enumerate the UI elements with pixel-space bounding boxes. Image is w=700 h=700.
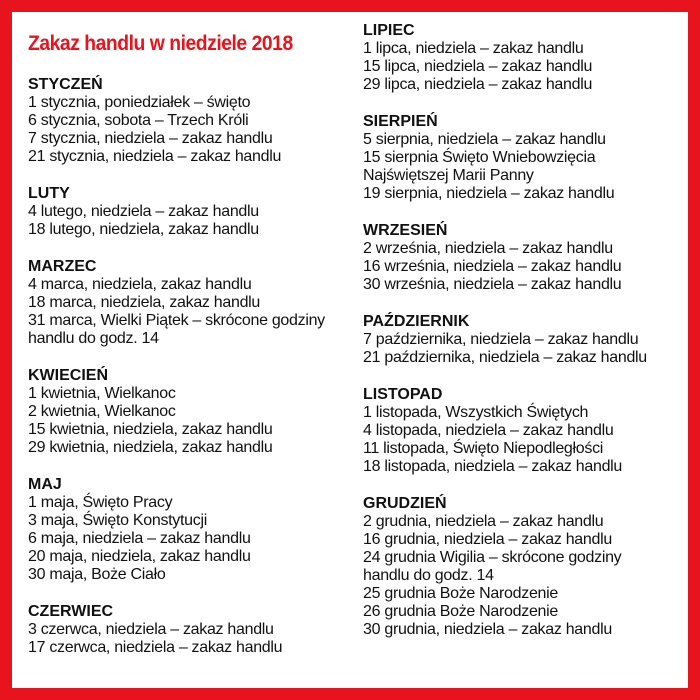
date-entry: 2 września, niedziela – zakaz handlu bbox=[363, 240, 613, 257]
date-entry: 11 listopada, Święto Niepodległości bbox=[363, 440, 604, 457]
month-block bbox=[28, 367, 368, 457]
date-entry: 4 lutego, niedziela – zakaz handlu bbox=[28, 203, 259, 220]
month-block bbox=[363, 113, 700, 203]
date-entry: handlu do godz. 14 bbox=[363, 567, 494, 584]
date-entry: 3 maja, Święto Konstytucji bbox=[28, 512, 207, 529]
date-entry: 30 maja, Boże Ciało bbox=[28, 566, 166, 583]
month-name: LUTY bbox=[28, 185, 70, 202]
month-name: MAJ bbox=[28, 476, 62, 493]
date-entry: 3 czerwca, niedziela – zakaz handlu bbox=[28, 621, 274, 638]
date-entry: 15 kwietnia, niedziela, zakaz handlu bbox=[28, 421, 273, 438]
date-entry: 1 maja, Święto Pracy bbox=[28, 494, 173, 511]
date-entry: 2 kwietnia, Wielkanoc bbox=[28, 403, 176, 420]
month-name: LISTOPAD bbox=[363, 386, 443, 403]
date-entry: 16 września, niedziela – zakaz handlu bbox=[363, 258, 622, 275]
date-entry: 17 czerwca, niedziela – zakaz handlu bbox=[28, 639, 283, 656]
date-entry: 21 października, niedziela – zakaz handlu bbox=[363, 349, 647, 366]
date-entry: 30 grudnia, niedziela – zakaz handlu bbox=[363, 621, 612, 638]
month-name: CZERWIEC bbox=[28, 603, 114, 620]
date-entry: 26 grudnia Boże Narodzenie bbox=[363, 603, 559, 620]
date-entry: 31 marca, Wielki Piątek – skrócone godziny bbox=[28, 312, 325, 329]
date-entry: 1 lipca, niedziela – zakaz handlu bbox=[363, 40, 584, 57]
month-block bbox=[363, 22, 700, 94]
date-entry: 19 sierpnia, niedziela – zakaz handlu bbox=[363, 185, 615, 202]
month-block bbox=[28, 258, 368, 348]
date-entry: 29 kwietnia, niedziela, zakaz handlu bbox=[28, 439, 273, 456]
date-entry: 24 grudnia Wigilia – skrócone godziny bbox=[363, 549, 622, 566]
date-entry: 1 kwietnia, Wielkanoc bbox=[28, 385, 176, 402]
date-entry: 5 sierpnia, niedziela – zakaz handlu bbox=[363, 131, 606, 148]
date-entry: 7 października, niedziela – zakaz handlu bbox=[363, 331, 639, 348]
month-block bbox=[28, 603, 368, 657]
month-name: WRZESIEŃ bbox=[363, 222, 448, 239]
month-block bbox=[363, 386, 700, 476]
page-title: Zakaz handlu w niedziele 2018 bbox=[28, 32, 293, 55]
month-block bbox=[363, 495, 700, 639]
right-months-list bbox=[363, 22, 700, 639]
date-entry: 25 grudnia Boże Narodzenie bbox=[363, 585, 559, 602]
month-block bbox=[363, 222, 700, 294]
month-name: KWIECIEŃ bbox=[28, 367, 108, 384]
date-entry: 18 marca, niedziela, zakaz handlu bbox=[28, 294, 261, 311]
date-entry: 18 listopada, niedziela – zakaz handlu bbox=[363, 458, 623, 475]
date-entry: 15 lipca, niedziela – zakaz handlu bbox=[363, 58, 593, 75]
month-name: STYCZEŃ bbox=[28, 76, 103, 93]
date-entry: 21 stycznia, niedziela – zakaz handlu bbox=[28, 148, 282, 165]
date-entry: 16 grudnia, niedziela – zakaz handlu bbox=[363, 531, 612, 548]
date-entry: 2 grudnia, niedziela – zakaz handlu bbox=[363, 513, 604, 530]
month-block bbox=[28, 185, 368, 239]
date-entry: 1 stycznia, poniedziałek – święto bbox=[28, 94, 251, 111]
date-entry: 20 maja, niedziela, zakaz handlu bbox=[28, 548, 251, 565]
date-entry: 4 marca, niedziela, zakaz handlu bbox=[28, 276, 252, 293]
month-block bbox=[28, 476, 368, 584]
date-entry: handlu do godz. 14 bbox=[28, 330, 159, 347]
left-months-list bbox=[28, 76, 368, 657]
date-entry: 18 lutego, niedziela, zakaz handlu bbox=[28, 221, 259, 238]
date-entry: 4 listopada, niedziela – zakaz handlu bbox=[363, 422, 614, 439]
date-entry: 15 sierpnia Święto Wniebowzięcia bbox=[363, 149, 596, 166]
month-name: SIERPIEŃ bbox=[363, 113, 438, 130]
date-entry: 6 maja, niedziela – zakaz handlu bbox=[28, 530, 251, 547]
month-name: LIPIEC bbox=[363, 22, 415, 39]
right-column bbox=[363, 22, 700, 658]
month-name: PAŹDZIERNIK bbox=[363, 313, 470, 330]
month-name: GRUDZIEŃ bbox=[363, 495, 447, 512]
date-entry: 1 listopada, Wszystkich Świętych bbox=[363, 404, 589, 421]
left-column bbox=[28, 32, 368, 676]
month-block bbox=[363, 313, 700, 367]
date-entry: 7 stycznia, niedziela – zakaz handlu bbox=[28, 130, 273, 147]
date-entry: Najświętszej Marii Panny bbox=[363, 167, 534, 184]
date-entry: 6 stycznia, sobota – Trzech Króli bbox=[28, 112, 249, 129]
month-name: MARZEC bbox=[28, 258, 97, 275]
date-entry: 29 lipca, niedziela – zakaz handlu bbox=[363, 76, 593, 93]
date-entry: 30 września, niedziela – zakaz handlu bbox=[363, 276, 622, 293]
month-block bbox=[28, 76, 368, 166]
